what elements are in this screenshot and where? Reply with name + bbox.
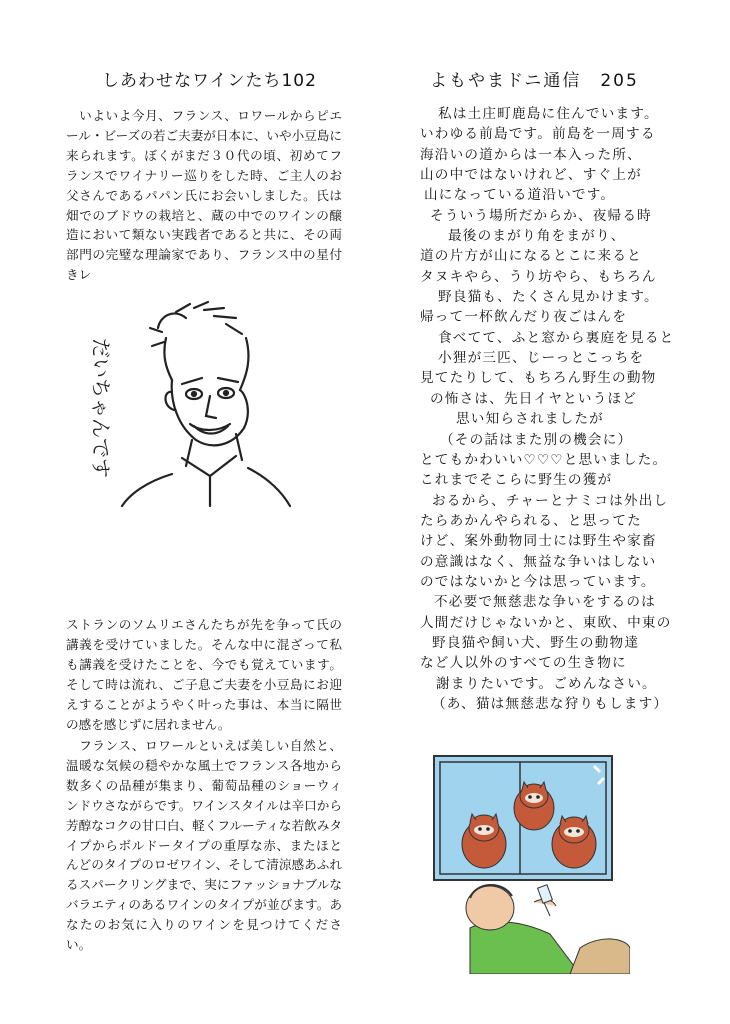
newsletter-line: けど、案外動物同士には野生や家畜 bbox=[420, 533, 657, 550]
newsletter-line: （あ、猫は無慈悲な狩りもします） bbox=[432, 695, 669, 712]
newsletter-line: 見てたりして、もちろん野生の動物 bbox=[420, 370, 657, 387]
newsletter-body bbox=[420, 104, 705, 714]
newsletter-line: のではないかと今は思っています。 bbox=[420, 573, 656, 590]
newsletter-line: 小狸が三匹、じーっとこっちを bbox=[438, 350, 645, 367]
newsletter-line: の怖さは、先日イヤというほど bbox=[430, 390, 638, 407]
newsletter-line: 山の中ではないけれど、すぐ上が bbox=[420, 167, 642, 184]
newsletter-line: 私は土庄町鹿島に住んでいます。 bbox=[438, 106, 659, 122]
newsletter-line: これまでそこらに野生の獲が bbox=[420, 472, 613, 489]
newsletter-line: 帰って一杯飲んだり夜ごはんを bbox=[420, 309, 628, 326]
newsletter-line: （その話はまた別の機会に） bbox=[440, 431, 633, 448]
newsletter-line: 野良猫や飼い犬、野生の動物達 bbox=[432, 634, 640, 651]
left-column-title: しあわせなワインたち102 bbox=[102, 71, 317, 91]
newsletter-line: 山になっている道沿いです。 bbox=[424, 187, 616, 204]
newsletter-line: 道の片方が山になるとこに来ると bbox=[420, 248, 642, 265]
portrait-caption: だいちゃんです bbox=[89, 338, 113, 478]
right-column-title: よもやまドニ通信 205 bbox=[430, 71, 639, 91]
newsletter-line: 海沿いの道からは一本入った所、 bbox=[420, 146, 642, 163]
newsletter-line: 思い知らされましたが bbox=[456, 411, 604, 428]
newsletter-line: など人以外のすべての生き物に bbox=[420, 655, 627, 672]
newsletter-line: 謝まりたいです。ごめんなさい。 bbox=[436, 675, 657, 692]
newsletter-line: いわゆる前島です。前島を一周する bbox=[420, 126, 656, 143]
newsletter-line: 最後のまがり角をまがり、 bbox=[448, 228, 626, 245]
newsletter-line: タヌキやら、うり坊やら、もちろん bbox=[420, 268, 657, 285]
portrait-sketch bbox=[86, 298, 296, 508]
wine-article-paragraph-1: いよいよ今月、フランス、ロワールからピエール・ビーズの若ご夫妻が日本に、いや小豆島に来られます。ぼくがまだ３０代の頃、初めてフランスでワイナリー巡りをした時、ご主人のお父さんであるパパン氏にお会いしました。氏は畑でのブドウの栽培と、蔵の中でのワインの醸造において類ない実践者であると共に、その両部門の完璧な理論家であり、フランス中の星付きレ bbox=[66, 108, 342, 282]
newsletter-line: の意識はなく、無益な争いはしない bbox=[420, 553, 657, 570]
newsletter-line: 人間だけじゃないかと、東欧、中東の bbox=[420, 614, 672, 631]
newsletter-line: 食べてて、ふと窓から裏庭を見ると bbox=[438, 329, 675, 346]
wine-article-paragraph-3: フランス、ロワールといえば美しい自然と、温暖な気候の穏やかな風土でフランス各地から数多くの品種が集まり、葡萄品種のショーウィンドウさながらです。ワインスタイルは辛口から芳醇なコクの甘口白、軽くフルーティな若飲みタイプからボルドータイプの重厚な赤、またほとんどのタイプのロゼワイン、そして清涼感あふれるスパークリングまで、実にファッショナブルなバラエティのあるワインのタイプが並びます。あなたのお気に入りのワインを見つけてください。 bbox=[66, 738, 342, 953]
newsletter-line: おるから、チャーとナミコは外出し bbox=[432, 492, 669, 509]
newsletter-line: 不必要で無慈悲な争いをするのは bbox=[434, 594, 656, 611]
person-drinking bbox=[466, 885, 580, 974]
wine-article-paragraph-2: ストランのソムリエさんたちが先を争って氏の講義を受けていました。そんな中に混ざって私も講義を受けたことを、今でも覚えています。そして時は流れ、ご子息ご夫妻を小豆島にお迎えすることがようやく叶った事は、本当に隔世の感を感じずに居れません。 bbox=[66, 617, 342, 732]
newsletter-line: 野良猫も、たくさん見かけます。 bbox=[438, 289, 659, 306]
newsletter-line: そういう場所だからか、夜帰る時 bbox=[430, 207, 652, 224]
tanuki-window-illustration bbox=[430, 748, 630, 974]
newsletter-line: とてもかわいい♡♡♡と思いました。 bbox=[420, 451, 668, 468]
newsletter-line: たらあかんやられる、と思ってた bbox=[420, 512, 642, 529]
